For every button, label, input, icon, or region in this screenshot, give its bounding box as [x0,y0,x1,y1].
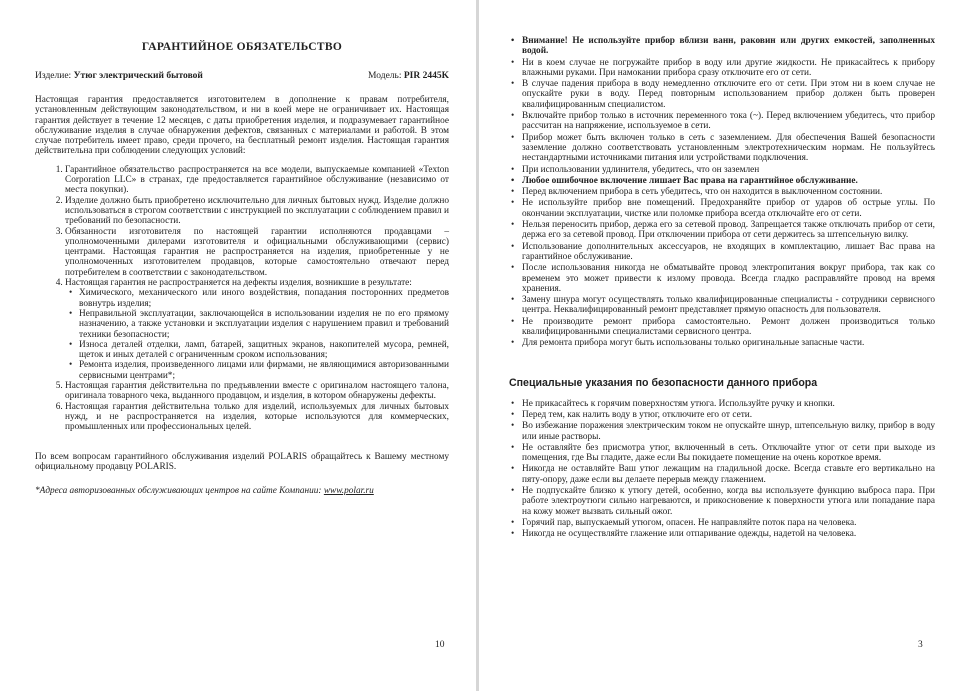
exclusion-item: • Ремонта изделия, произведенного лицами или фирмами, не являющимися авторизованными сервисными центрами*; [79,360,449,381]
warning-item: • Ни в коем случае не погружайте прибор в воду или другие жидкости. Не прикасайтесь к прибору влажными руками. При намокании прибора сразу отключите его от сети. [522,58,935,79]
warning-item: • При использовании удлинителя, убедитесь, что он заземлен [522,165,935,175]
warning-item: • Не производите ремонт прибора самостоятельно. Ремонт должен производиться только квалифицированными специалистами сервисного центра. [522,317,935,338]
warning-item: • Прибор может быть включен только в сеть с заземлением. Для обеспечения Вашей безопасности заземление должно соответствовать установленным электротехническим нормам. Не пользуйтесь нестандартными источниками питания или устройствами подключения. [522,133,935,164]
warning-item: • Замену шнура могут осуществлять только квалифицированные специалисты - сотрудники сервисного центра. Неквалифицированный ремонт представляет прямую опасность для пользователя. [522,295,935,316]
warranty-term: 2. Изделие должно быть приобретено исключительно для личных бытовых нужд. Изделие должно использоваться в строгом соответствии с инструкцией по эксплуатации с соблюдением правил и требований по безопасности. [65,196,449,227]
website-link[interactable]: www.polar.ru [323,486,374,497]
warning-item: • Включайте прибор только в источник переменного тока (~). Перед включением убедитесь, что прибор рассчитан на напряжение, используемое в сети. [522,111,935,132]
safety-warnings-list [509,36,935,349]
page-number-right: 3 [918,640,923,650]
safety-item: • Перед тем, как налить воду в утюг, отключите его от сети. [522,410,935,420]
warning-item: • Внимание! Не используйте прибор вблизи ванн, раковин или других емкостей, заполненных водой. [522,36,935,57]
section-title: Специальные указания по безопасности данного прибора [509,376,818,389]
exclusion-item: • Химического, механического или иного воздействия, попадания посторонних предметов вовнутрь изделия; [79,288,449,309]
product-header [35,71,449,81]
warning-item: • Нельзя переносить прибор, держа его за сетевой провод. Запрещается также отключать прибор от сети, держа его за сетевой провод. При отключении прибора от сети держитесь за штепсельную вилку. [522,220,935,241]
contact-paragraph: По всем вопросам гарантийного обслуживания изделий POLARIS обращайтесь к Вашему местному официальному продавцу POLARIS. [35,451,449,472]
warranty-term: 5. Настоящая гарантия действительна по предъявлении вместе с оригиналом настоящего талона, оригинала товарного чека, выданного продавцом, и изделия, в котором обнаружены дефекты. [65,381,449,402]
product-label: Изделие: [35,71,72,81]
safety-item: • Никогда не осуществляйте глажение или отпаривание одежды, надетой на человека. [522,529,935,539]
warning-item: • Любое ошибочное включение лишает Вас права на гарантийное обслуживание. [522,176,935,186]
safety-item: • Никогда не оставляйте Ваш утюг лежащим на гладильной доске. Всегда ставьте его вертикально на пяту-опору, даже если вы делаете перерыв между глажением. [522,464,935,485]
term-4-text: Настоящая гарантия не распространяется на дефекты изделия, возникшие в результате: [65,278,412,289]
safety-item: • Не подпускайте близко к утюгу детей, особенно, когда вы используете функцию выброса пара. При работе электроутюги сильно нагреваются, и прикосновение к поверхности утюга или попадание пара на кожу может вызвать сильный ожог. [522,486,935,517]
safety-item: • Не оставляйте без присмотра утюг, включенный в сеть. Отключайте утюг от сети при выходе из помещения, где Вы гладите, даже если Вы покидаете помещение на очень короткое время. [522,443,935,464]
right-page [479,0,955,691]
iron-safety-list [509,399,935,540]
safety-item: • Во избежание поражения электрическим током не опускайте шнур, штепсельную вилку, прибор в воду или иные растворы. [522,421,935,442]
warranty-title: ГАРАНТИЙНОЕ ОБЯЗАТЕЛЬСТВО [141,41,343,53]
exclusions-list [65,288,449,381]
product-value: Утюг электрический бытовой [73,71,203,81]
exclusion-item: • Неправильной эксплуатации, заключающейся в использовании изделия не по его прямому назначению, а также установки и эксплуатации изделия с нарушением правил и требований техники безопасности; [79,309,449,340]
warranty-term: 3. Обязанности изготовителя по настоящей гарантии исполняются продавцами – уполномоченными дилерами изготовителя и официальными обслуживающими (сервис) центрами. Настоящая гарантия не распространяется на изделия, приобретенные у не уполномоченных изготовителем продавцов, которые самостоятельно отвечают перед потребителем в соответствии с законодательством. [65,227,449,278]
warranty-term [65,278,449,381]
product-line [35,71,203,81]
warning-item: • В случае падения прибора в воду немедленно отключите его от сети. При этом ни в коем случае не опускайте руки в воду. Перед повторным использованием прибор должен быть проверен квалифицированным специалистом. [522,79,935,110]
warranty-intro: Настоящая гарантия предоставляется изготовителем в дополнение к правам потребителя, установленным действующим законодательством, и ни в коей мере не ограничивает их. Настоящая гарантия действует в течение 12 месяцев, с даты приобретения изделия, и подразумевает гарантийное обслуживание изделия в случае обнаружения дефектов, связанных с материалами и работой. В этом случае потребитель имеет право, среди прочего, на бесплатный ремонт изделия. Настоящая гарантия действительна при соблюдении следующих условий: [35,95,449,157]
warranty-term: 1. Гарантийное обязательство распространяется на все модели, выпускаемые компанией «Texton Corporation LLC» в странах, где предоставляется гарантийное обслуживание (независимо от места покупки). [65,165,449,196]
left-page [0,0,476,691]
page-number-left: 10 [435,640,445,650]
warning-item: • После использования никогда не обматывайте провод электропитания вокруг прибора, так как со временем это может привести к излому провода. Всегда гладко расправляйте провод на время хранения. [522,263,935,294]
model-label: Модель: [368,71,402,81]
warranty-term: 6. Настоящая гарантия действительна только для изделий, используемых для личных бытовых нужд, и не распространяется на изделия, которые используются для коммерческих, промышленных или профессиональных целей. [65,402,449,433]
safety-item: • Горячий пар, выпускаемый утюгом, опасен. Не направляйте поток пара на человека. [522,518,935,528]
model-value: PIR 2445K [403,71,449,81]
warranty-terms-list [35,165,449,433]
warning-item: • Использование дополнительных аксессуаров, не входящих в комплектацию, лишает Вас права на гарантийное обслуживание. [522,242,935,263]
exclusion-item: • Износа деталей отделки, ламп, батарей, защитных экранов, накопителей мусора, ремней, щеток и иных деталей с ограниченным сроком использования; [79,340,449,361]
warning-item: • Для ремонта прибора могут быть использованы только оригинальные запасные части. [522,338,935,348]
note-text: *Адреса авторизованных обслуживающих центров на сайте Компании: [35,486,324,497]
model-line [368,71,449,81]
warning-item: • Не используйте прибор вне помещений. Предохраняйте прибор от ударов об острые углы. По окончании эксплуатации, чистке или поломке прибора всегда отключайте его от сети. [522,198,935,219]
safety-item: • Не прикасайтесь к горячим поверхностям утюга. Используйте ручку и кнопки. [522,399,935,409]
service-centers-note [35,486,449,496]
warning-item: • Перед включением прибора в сеть убедитесь, что он находится в выключенном состоянии. [522,187,935,197]
